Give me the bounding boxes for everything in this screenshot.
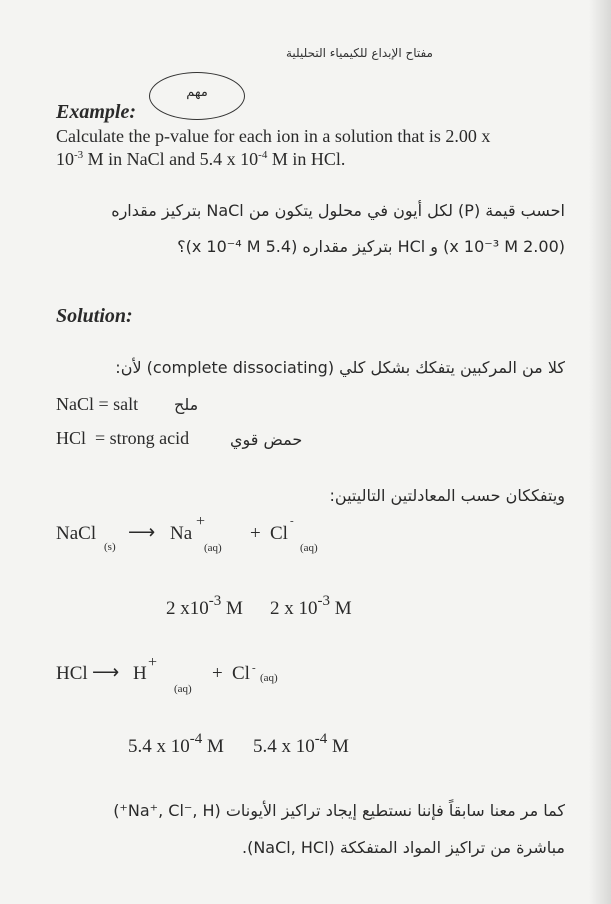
nacl-na-concentration: 2 $x10^{-3}$ M	[166, 593, 243, 619]
hcl-h-concentration: 5.4 x $10^{-4}$ M	[128, 731, 224, 757]
example-arabic-line1: احسب قيمة (P) لكل أيون في محلول يتكون من NaCl بتركيز مقداره	[111, 201, 565, 220]
solution-arabic-intro: كلا من المركبين يتفكك بشكل كلي (complete dissociating) لأن:	[115, 358, 565, 377]
handwritten-note: مهم	[186, 85, 208, 100]
solution-heading: Solution:	[56, 305, 133, 327]
page-header: مفتاح الإبداع للكيمياء التحليلية	[286, 46, 433, 60]
nacl-arabic: ملح	[174, 395, 199, 414]
example-text-line2: $10^{-3}$ M in NaCl and 5.4 x $10^{-4}$ M in HCl.	[56, 149, 346, 169]
reaction-arrow: ⟶	[128, 522, 156, 543]
page-edge-shadow	[589, 0, 611, 904]
conclusion-arabic-line2: مباشرة من تراكيز المواد المتفككة (NaCl, HCl).	[241, 838, 565, 857]
example-arabic-line2: (2.00 x 10⁻³ M) و HCl بتركيز مقداره (5.4 x 10⁻⁴ M)؟	[177, 237, 565, 256]
reaction-arrow: ⟶	[92, 662, 120, 683]
solution-arabic-dissociation: ويتفككان حسب المعادلتين التاليتين:	[329, 486, 565, 505]
hcl-cl-concentration: 5.4 x $10^{-4}$ M	[253, 731, 349, 757]
example-text-line1: Calculate the p-value for each ion in a solution that is 2.00 x	[56, 126, 491, 146]
conclusion-arabic-line1: كما مر معنا سابقاً فإننا نستطيع إيجاد تراكيز الأيونات (Na⁺, Cl⁻, H⁺)	[113, 801, 565, 820]
nacl-cl-concentration: 2 x $10^{-3}$ M	[270, 593, 352, 619]
hcl-arabic: حمض قوي	[230, 430, 303, 449]
handwritten-note-oval	[149, 72, 245, 120]
hcl-definition: HCl = strong acid	[56, 428, 190, 448]
example-heading: Example:	[56, 101, 136, 123]
nacl-definition: NaCl = salt	[56, 394, 139, 414]
